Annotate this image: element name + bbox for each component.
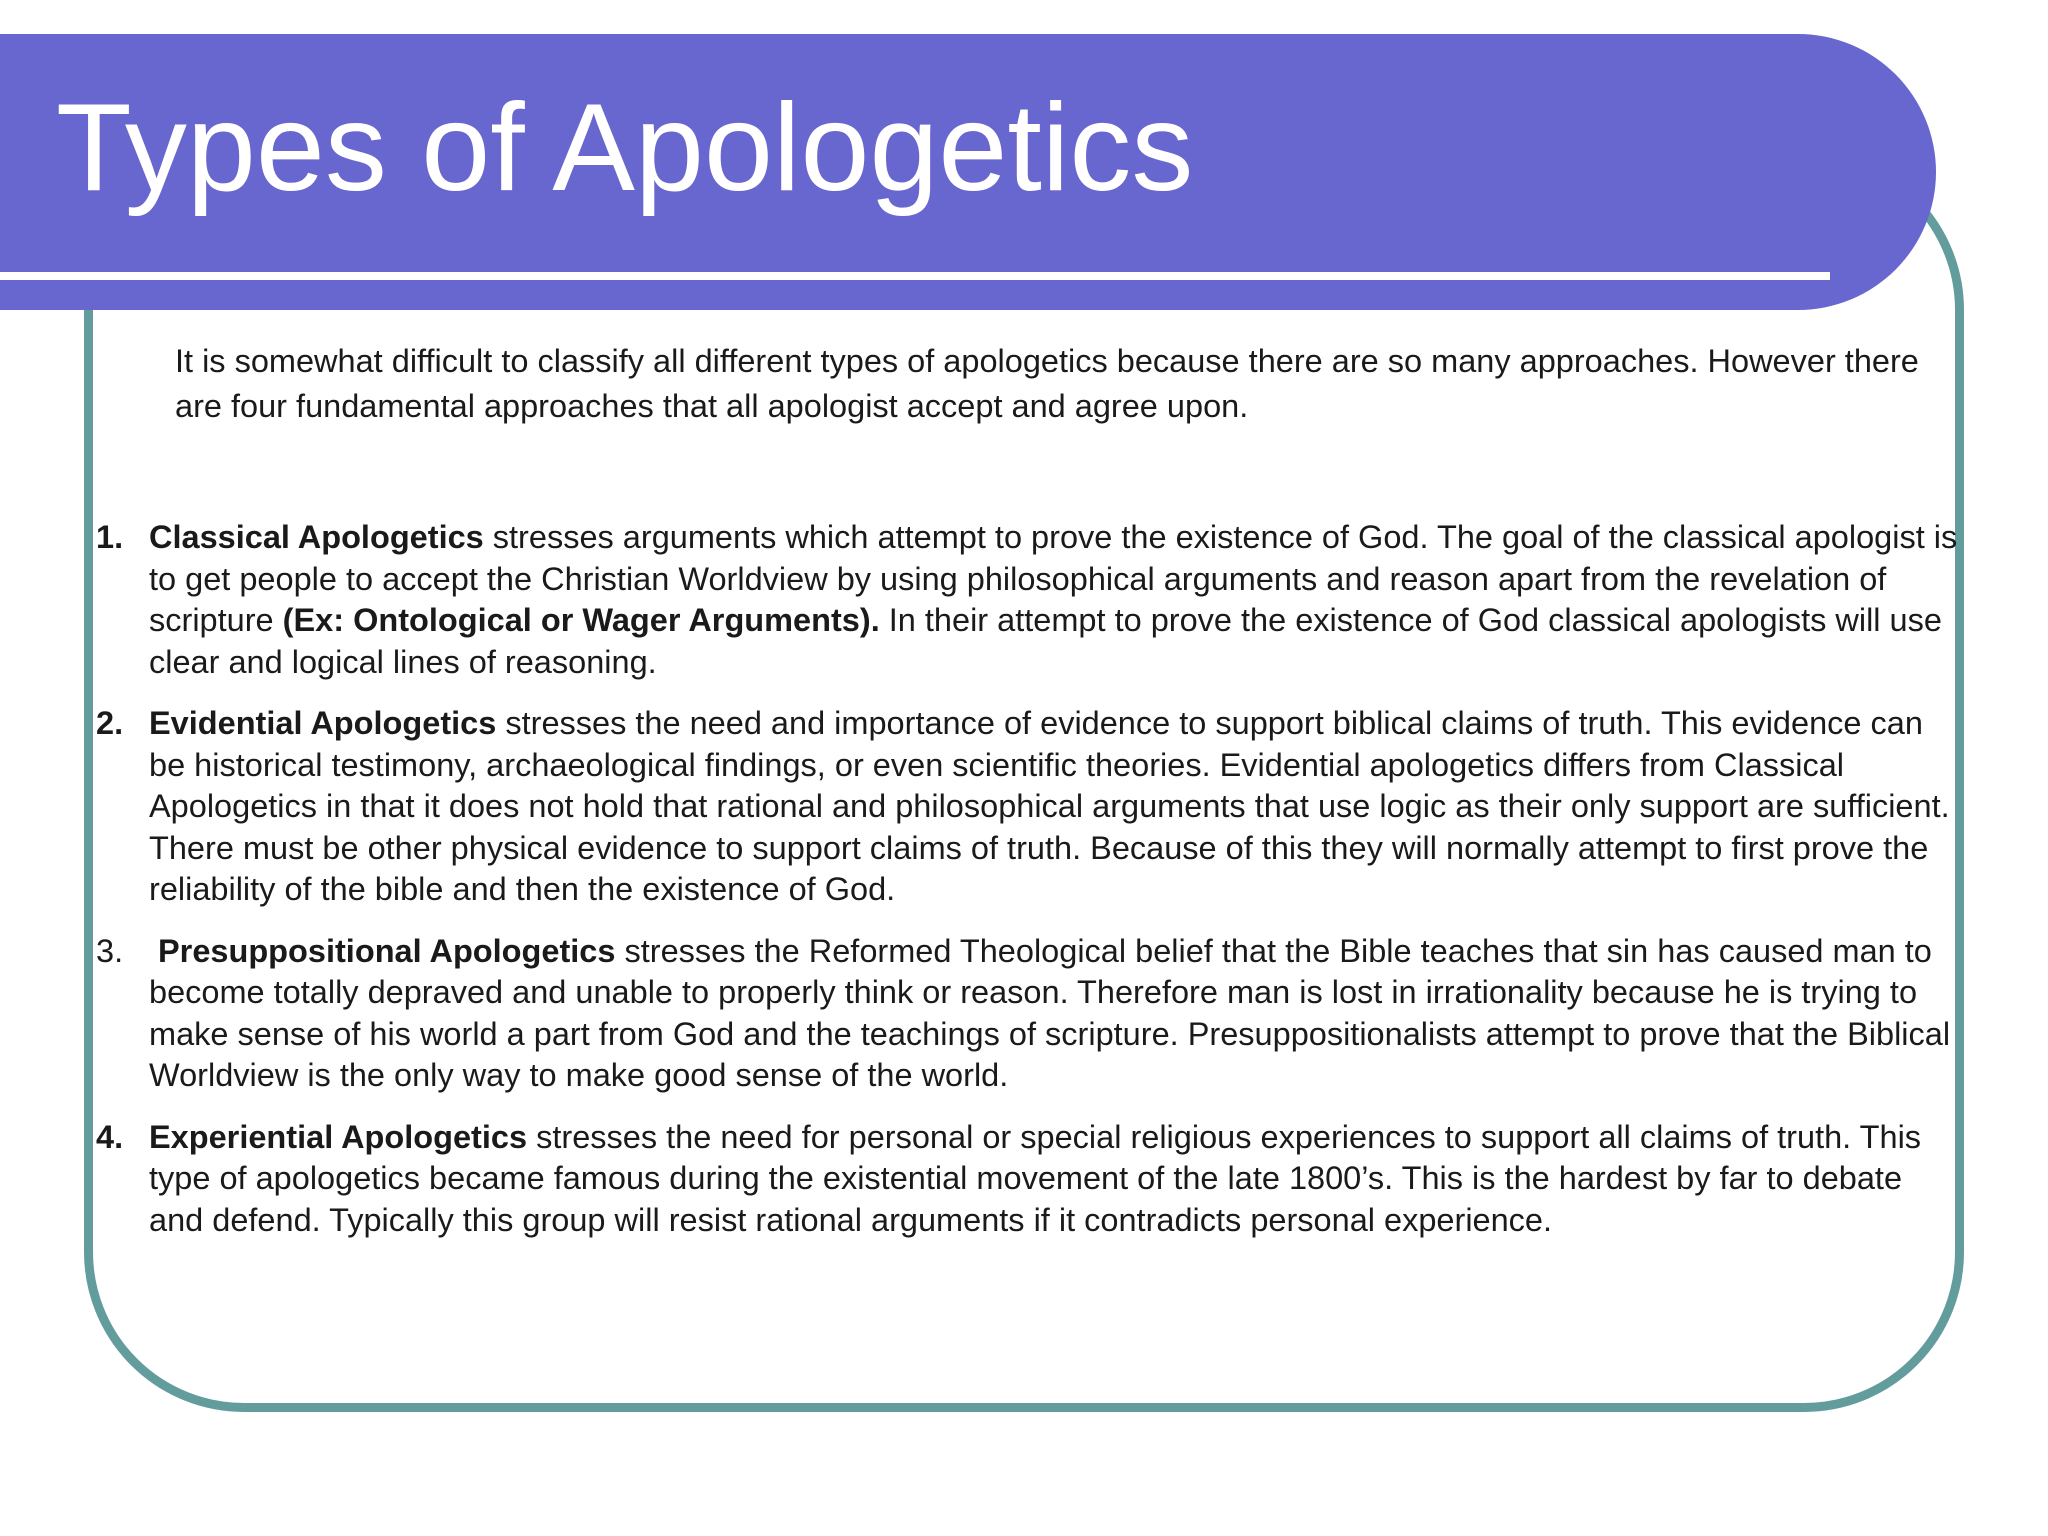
approach-number: 4. (96, 1118, 124, 1155)
approach-text: stresses the need for personal or special religious experiences to support all claims of truth. This type of apologetics became famous during the existential movement of the late 1800’s. This is the hardest by far to debate and defend. Typically this group will resist rational arguments if it contradicts personal experience. (149, 1118, 1922, 1238)
approach-example: (Ex: Ontological or Wager Arguments). (282, 602, 880, 638)
approach-number: 1. (96, 519, 124, 555)
approach-item-experiential (96, 1117, 1964, 1242)
slide-title: Types of Apologetics (56, 79, 1194, 217)
intro-paragraph: It is somewhat difficult to classify all different types of apologetics because there are so many approaches. However there are four fundamental approaches that all apologist accept and agree upon. (175, 343, 1919, 424)
approach-name: Presuppositional Apologetics (158, 932, 616, 969)
approach-text: stresses the need and importance of evidence to support biblical claims of truth. This evidence can be historical testimony, archaeological findings, or even scientific theories. Evidential apologetics differs from Classical Apologetics in that it does not hold that rational and philosophical arguments that use logic as their only support are sufficient. There must be other physical evidence to support claims of truth. Because of this they will normally attempt to first prove the reliability of the bible and then the existence of God. (149, 705, 1950, 907)
approach-text: stresses the Reformed Theological belief that the Bible teaches that sin has caused man to become totally depraved and unable to properly think or reason. Therefore man is lost in irrationality because he is trying to make sense of his world a part from God and the teachings of scripture. Presuppositionalists attempt to prove that the Biblical Worldview is the only way to make good sense of the world. (149, 932, 1951, 1093)
approach-item-evidential (96, 703, 1964, 911)
title-underline (0, 272, 1830, 280)
approach-list (96, 517, 1964, 1261)
approach-number: 2. (96, 705, 124, 741)
approach-item-presuppositional (96, 931, 1964, 1097)
approach-name: Evidential Apologetics (149, 705, 497, 741)
approach-text-continued: In their attempt to prove the existence of God classical apologists will use clear and logical lines of reasoning. (149, 602, 1942, 680)
approach-item-classical (96, 517, 1964, 683)
approach-number: 3. (96, 932, 124, 969)
approach-name: Classical Apologetics (149, 519, 484, 555)
approach-text: stresses arguments which attempt to prove the existence of God. The goal of the classical apologist is to get people to accept the Christian Worldview by using philosophical arguments and reason apart from the revelation of scripture (149, 519, 1958, 638)
approach-name: Experiential Apologetics (149, 1118, 528, 1155)
